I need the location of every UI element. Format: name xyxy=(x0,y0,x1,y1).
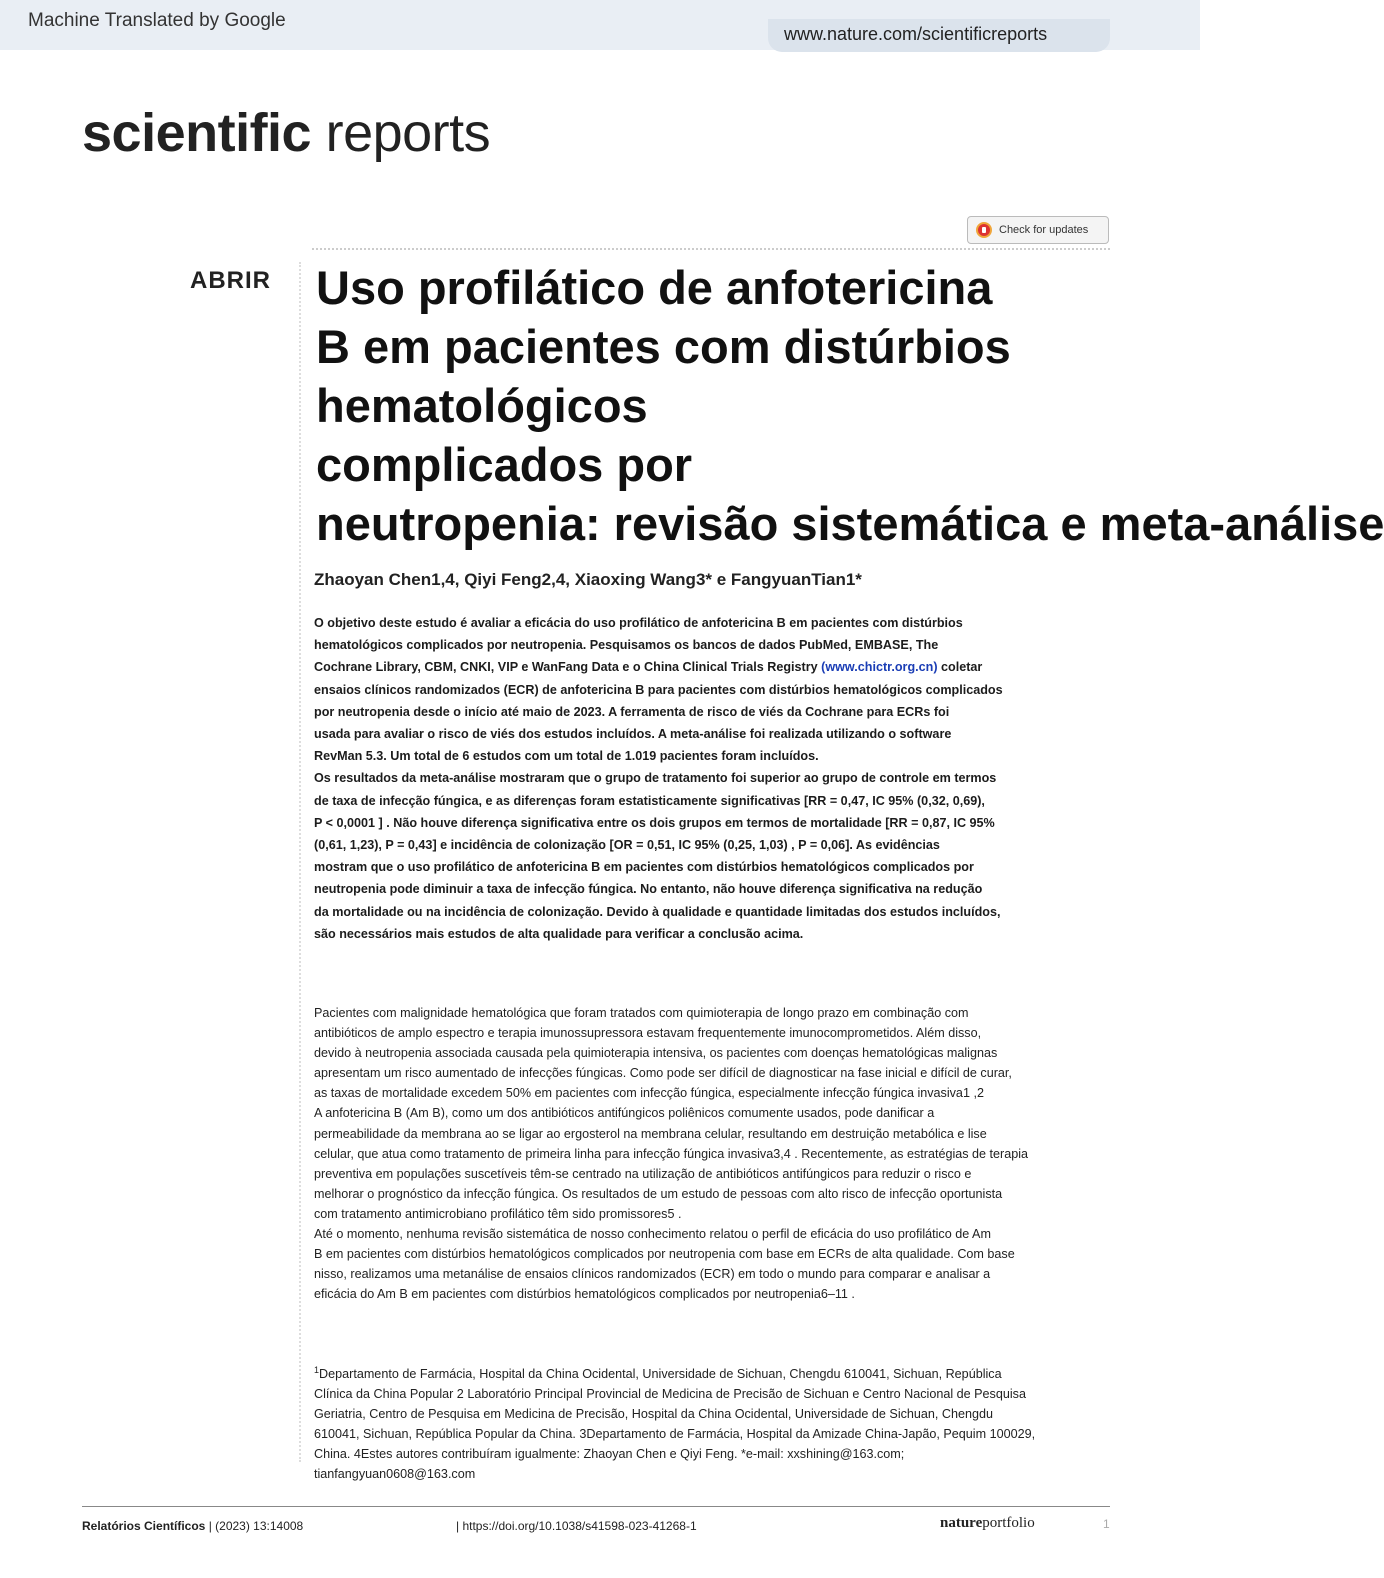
header-divider xyxy=(312,248,1110,250)
body-line: B em pacientes com distúrbios hematológicos complicados por neutropenia com base em ECRs de alta qualidade. Com base xyxy=(314,1247,1015,1262)
abstract xyxy=(314,612,1114,945)
title-line: Uso profilático de anfotericina xyxy=(316,261,993,314)
abstract-line: RevMan 5.3. Um total de 6 estudos com um total de 1.019 pacientes foram incluídos. xyxy=(314,749,819,764)
abstract-line xyxy=(314,656,1114,678)
introduction-body xyxy=(314,1003,1114,1304)
body-line: as taxas de mortalidade excedem 50% em pacientes com infecção fúngica, especialmente infecção fúngica invasiva1 ,2 xyxy=(314,1086,984,1101)
doi-link[interactable]: | https://doi.org/10.1038/s41598-023-41268-1 xyxy=(456,1519,697,1533)
logo-bold-text: scientific xyxy=(82,103,312,163)
logo-light-text: reports xyxy=(311,103,491,163)
crossmark-icon xyxy=(976,222,992,238)
check-for-updates-label: Check for updates xyxy=(999,224,1089,236)
affiliation-line xyxy=(314,1360,1114,1384)
body-line: Até o momento, nenhuma revisão sistemática de nosso conhecimento relatou o perfil de eficácia do uso profilático de Am xyxy=(314,1227,991,1242)
footer-volume: (2023) 13:14008 xyxy=(215,1519,304,1533)
affiliation-line: tianfangyuan0608@163.com xyxy=(314,1467,476,1482)
nature-portfolio-logo xyxy=(940,1515,1035,1532)
affiliation-line: Geriatria, Centro de Pesquisa em Medicina de Precisão, Hospital da China Ocidental, Universidade de Sichuan, Chengdu xyxy=(314,1407,994,1422)
article-title xyxy=(316,258,1384,553)
abstract-line: mostram que o uso profilático de anfotericina B em pacientes com distúrbios hematológicos complicados por xyxy=(314,860,974,875)
body-line: preventiva em populações suscetíveis têm-se centrado na utilização de antibióticos antifúngicos para reduzir o risco e xyxy=(314,1166,972,1181)
body-line: melhorar o prognóstico da infecção fúngica. Os resultados de um estudo de pessoas com alto risco de infecção oportunista xyxy=(314,1186,1003,1201)
affiliation-line: Clínica da China Popular 2 Laboratório Principal Provincial de Medicina de Precisão de Sichuan e Centro Nacional de Pesquisa xyxy=(314,1387,1026,1402)
abstract-text: Cochrane Library, CBM, CNKI, VIP e WanFang Data e o China Clinical Trials Registry xyxy=(314,660,822,675)
title-line: complicados por xyxy=(316,438,693,491)
footer-citation xyxy=(82,1519,303,1533)
abstract-line: Os resultados da meta-análise mostraram que o grupo de tratamento foi superior ao grupo de controle em termos xyxy=(314,771,997,786)
title-line: B em pacientes com distúrbios xyxy=(316,320,1011,373)
body-line: com tratamento antimicrobiano profilático têm sido promissores5 . xyxy=(314,1206,682,1221)
footer-journal: Relatórios Científicos xyxy=(82,1519,206,1533)
abstract-line: usada para avaliar o risco de viés dos estudos incluídos. A meta-análise foi realizada utilizando o software xyxy=(314,727,952,742)
body-line: nisso, realizamos uma metanálise de ensaios clínicos randomizados (ECR) em todo o mundo para comparar e analisar a xyxy=(314,1267,991,1282)
affiliation-line: 610041, Sichuan, República Popular da China. 3Departamento de Farmácia, Hospital da Amizade China-Japão, Pequim 100029, xyxy=(314,1427,1036,1442)
affiliation-text: Departamento de Farmácia, Hospital da China Ocidental, Universidade de Sichuan, Chengdu 610041, Sichuan, República xyxy=(319,1367,1002,1382)
body-line: apresentam um risco aumentado de infecções fúngicas. Como pode ser difícil de diagnosticar na fase inicial e difícil de curar, xyxy=(314,1066,1012,1081)
abstract-line: por neutropenia desde o início até maio de 2023. A ferramenta de risco de viés da Cochrane para ECRs foi xyxy=(314,704,950,719)
body-line: antibióticos de amplo espectro e terapia imunossupressora estavam frequentemente imunocomprometidos. Além disso, xyxy=(314,1026,982,1041)
affiliations xyxy=(314,1360,1114,1484)
abstract-line: P < 0,0001 ] . Não houve diferença significativa entre os dois grupos em termos de mortalidade [RR = 0,87, IC 95% xyxy=(314,815,995,830)
abstract-line: (0,61, 1,23), P = 0,43] e incidência de colonização [OR = 0,51, IC 95% (0,25, 1,03) , P = 0,06]. As evidências xyxy=(314,838,940,853)
abstract-text: coletar xyxy=(937,660,983,675)
body-line: devido à neutropenia associada causada pela quimioterapia intensiva, os pacientes com doenças hematológicas malignas xyxy=(314,1046,998,1061)
abstract-line: de taxa de infecção fúngica, e as diferenças foram estatisticamente significativas [RR = 0,47, IC 95% (0,32, 0,69), xyxy=(314,793,985,808)
title-line: neutropenia: revisão sistemática e meta-análise xyxy=(316,497,1384,550)
abstract-line: ensaios clínicos randomizados (ECR) de anfotericina B para pacientes com distúrbios hematológicos complicados xyxy=(314,682,1003,697)
abstract-line: O objetivo deste estudo é avaliar a eficácia do uso profilático de anfotericina B em pacientes com distúrbios xyxy=(314,616,963,630)
title-line: hematológicos xyxy=(316,379,648,432)
abstract-line: são necessários mais estudos de alta qualidade para verificar a conclusão acima. xyxy=(314,926,804,941)
affiliation-line: China. 4Estes autores contribuíram igualmente: Zhaoyan Chen e Qiyi Feng. *e-mail: xxshining@163.com; xyxy=(314,1447,905,1462)
body-line: Pacientes com malignidade hematológica que foram tratados com quimioterapia de longo prazo em combinação com xyxy=(314,1006,969,1020)
abstract-line: da mortalidade ou na incidência de colonização. Devido à qualidade e quantidade limitadas dos estudos incluídos, xyxy=(314,904,1001,919)
body-line: permeabilidade da membrana ao se ligar ao ergosterol na membrana celular, resultando em destruição metabólica e lise xyxy=(314,1126,987,1141)
registry-link[interactable]: (www.chictr.org.cn) xyxy=(821,660,938,675)
page-number: 1 xyxy=(1103,1517,1110,1531)
footer-separator: | xyxy=(205,1519,216,1533)
check-for-updates-button[interactable] xyxy=(967,216,1109,244)
brand-bold: nature xyxy=(940,1515,983,1531)
affiliation-marker: 1 xyxy=(314,1365,320,1375)
journal-logo xyxy=(82,102,490,164)
journal-url-link[interactable]: www.nature.com/scientificreports xyxy=(768,19,1110,52)
machine-translated-label: Machine Translated by Google xyxy=(28,10,286,31)
margin-divider xyxy=(299,262,301,1462)
body-line: eficácia do Am B em pacientes com distúrbios hematológicos complicados por neutropenia6–11 . xyxy=(314,1287,855,1302)
abstract-line: hematológicos complicados por neutropenia. Pesquisamos os bancos de dados PubMed, EMBASE, The xyxy=(314,638,939,653)
footer-divider xyxy=(82,1506,1110,1507)
abstract-line: neutropenia pode diminuir a taxa de infecção fúngica. No entanto, não houve diferença significativa na redução xyxy=(314,882,983,897)
brand-light: portfolio xyxy=(982,1515,1035,1531)
body-line: celular, que atua como tratamento de primeira linha para infecção fúngica invasiva3,4 . Recentemente, as estratégias de terapia xyxy=(314,1146,1029,1161)
open-access-label: ABRIR xyxy=(190,267,271,294)
author-list: Zhaoyan Chen1,4, Qiyi Feng2,4, Xiaoxing Wang3* e FangyuanTian1* xyxy=(314,570,862,589)
body-line: A anfotericina B (Am B), como um dos antibióticos antifúngicos poliênicos comumente usados, pode danificar a xyxy=(314,1106,935,1121)
